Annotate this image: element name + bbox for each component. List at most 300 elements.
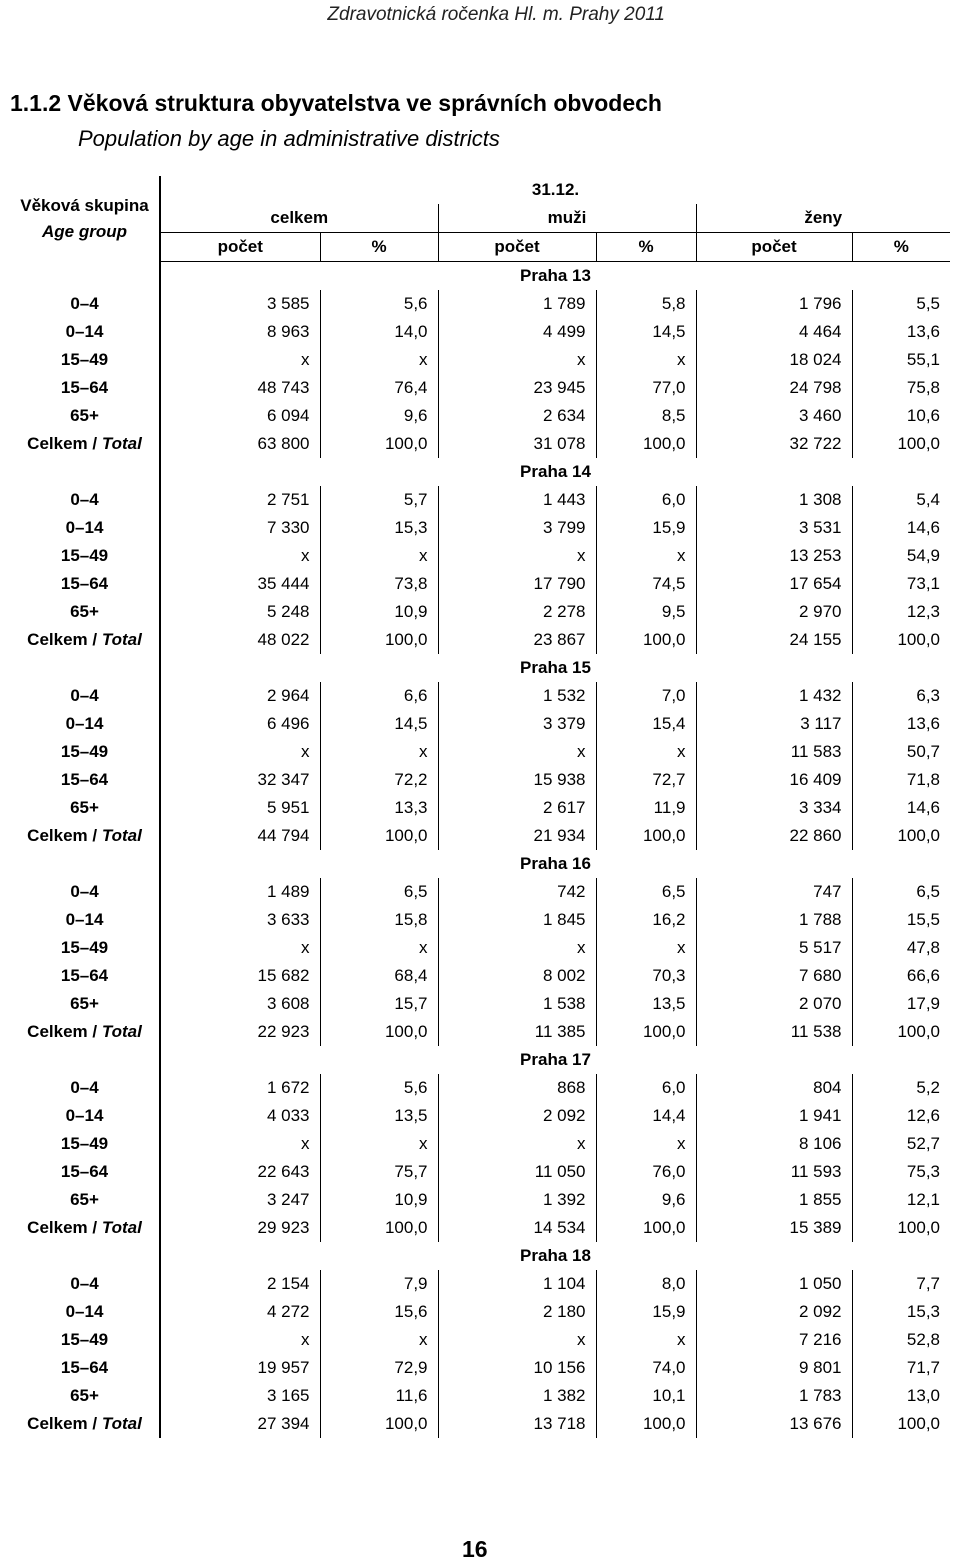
table-row — [10, 1018, 950, 1046]
table-cell: x — [438, 738, 596, 766]
table-cell: x — [301, 1330, 310, 1349]
age-group-cell — [10, 1410, 160, 1438]
table-cell: 742 — [438, 878, 596, 906]
age-group-cell: 65+ — [10, 1186, 160, 1214]
table-cell: 11,9 — [596, 794, 696, 822]
table-cell: 100,0 — [852, 626, 950, 654]
table-cell: 6,6 — [320, 682, 438, 710]
table-row — [10, 290, 950, 318]
table-cell: 3 460 — [696, 402, 852, 430]
table-cell: x — [596, 346, 696, 374]
table-row — [10, 766, 950, 794]
table-cell: 32 722 — [696, 430, 852, 458]
col-women-count: počet — [696, 233, 852, 262]
table-cell: 15 682 — [257, 966, 310, 985]
table-cell: 11 538 — [696, 1018, 852, 1046]
table-cell: 8,0 — [596, 1270, 696, 1298]
table-row — [10, 682, 950, 710]
table-cell: 17 790 — [438, 570, 596, 598]
age-group-cell: 65+ — [10, 598, 160, 626]
total-label-cz: Celkem — [27, 826, 88, 845]
table-cell: 44 794 — [257, 826, 310, 845]
table-cell: 1 392 — [438, 1186, 596, 1214]
table-cell: 14,6 — [852, 794, 950, 822]
region-header-row — [10, 262, 950, 291]
table-cell: 8,5 — [596, 402, 696, 430]
table-cell: x — [320, 1326, 438, 1354]
table-cell: 27 394 — [257, 1414, 310, 1433]
age-group-cell: 15–64 — [10, 570, 160, 598]
table-cell: 23 945 — [438, 374, 596, 402]
table-cell: 15,4 — [596, 710, 696, 738]
table-cell: 75,7 — [320, 1158, 438, 1186]
table-cell: 16 409 — [696, 766, 852, 794]
table-cell: 3 799 — [438, 514, 596, 542]
table-cell: 100,0 — [852, 1410, 950, 1438]
table-cell: 22 923 — [257, 1022, 310, 1041]
table-row — [10, 962, 950, 990]
table-cell: 4 499 — [438, 318, 596, 346]
table-cell: 24 798 — [696, 374, 852, 402]
table-cell: 73,1 — [852, 570, 950, 598]
table-cell: 1 789 — [438, 290, 596, 318]
table-cell: 1 783 — [696, 1382, 852, 1410]
region-name: Praha 16 — [520, 854, 591, 873]
age-group-cell: 15–49 — [10, 1326, 160, 1354]
table-cell: 22 643 — [257, 1162, 310, 1181]
table-cell: x — [438, 934, 596, 962]
table-cell: 72,7 — [596, 766, 696, 794]
table-row — [10, 906, 950, 934]
table-row — [10, 738, 950, 766]
table-row — [10, 374, 950, 402]
col-men-count: počet — [438, 233, 596, 262]
table-cell: 13 676 — [696, 1410, 852, 1438]
table-row — [10, 1158, 950, 1186]
table-cell: 1 796 — [696, 290, 852, 318]
table-cell: 10,9 — [320, 1186, 438, 1214]
age-group-cell: 0–14 — [10, 906, 160, 934]
total-label-separator: / — [87, 1022, 102, 1041]
table-cell: 100,0 — [596, 430, 696, 458]
age-group-header-en: Age group — [42, 221, 127, 241]
table-row — [10, 1270, 950, 1298]
table-cell: 2 154 — [266, 1274, 310, 1293]
table-row — [10, 1074, 950, 1102]
total-label-cz: Celkem — [27, 630, 88, 649]
table-cell: 75,3 — [852, 1158, 950, 1186]
table-cell: 35 444 — [257, 574, 310, 593]
total-label-separator: / — [87, 1414, 102, 1433]
table-row — [10, 346, 950, 374]
table-cell: 13 718 — [438, 1410, 596, 1438]
table-cell: 10,1 — [596, 1382, 696, 1410]
table-cell: 48 743 — [257, 378, 310, 397]
table-cell: 77,0 — [596, 374, 696, 402]
total-label-separator: / — [87, 826, 102, 845]
region-label-spacer — [10, 850, 160, 878]
total-label-separator: / — [87, 1218, 102, 1237]
table-cell: 2 070 — [696, 990, 852, 1018]
table-cell: 3 117 — [696, 710, 852, 738]
table-cell: 10,9 — [320, 598, 438, 626]
age-group-header-cz: Věková skupina — [20, 195, 149, 215]
table-cell: 11 583 — [696, 738, 852, 766]
region-header-row — [10, 1242, 950, 1270]
table-cell: 5,5 — [852, 290, 950, 318]
table-cell: 55,1 — [852, 346, 950, 374]
table-cell: 13,5 — [320, 1102, 438, 1130]
table-cell: 7 680 — [696, 962, 852, 990]
table-cell: 5 248 — [266, 602, 310, 621]
table-body — [10, 262, 950, 1439]
table-cell: x — [301, 350, 310, 369]
table-cell: 3 379 — [438, 710, 596, 738]
table-cell: 63 800 — [257, 434, 310, 453]
table-cell: 15,6 — [320, 1298, 438, 1326]
table-cell: x — [596, 1326, 696, 1354]
table-cell: 100,0 — [852, 1214, 950, 1242]
age-group-cell — [10, 822, 160, 850]
table-cell: 4 033 — [266, 1106, 310, 1125]
table-cell: 100,0 — [596, 1018, 696, 1046]
page-number: 16 — [462, 1536, 488, 1562]
table-row — [10, 542, 950, 570]
region-label-spacer — [10, 654, 160, 682]
table-cell: 1 104 — [438, 1270, 596, 1298]
age-group-cell: 0–14 — [10, 514, 160, 542]
table-cell: 12,6 — [852, 1102, 950, 1130]
table-cell: 54,9 — [852, 542, 950, 570]
table-cell: 11 593 — [696, 1158, 852, 1186]
table-cell: 6,0 — [596, 1074, 696, 1102]
table-cell: 23 867 — [438, 626, 596, 654]
table-cell: 100,0 — [596, 626, 696, 654]
table-cell: 21 934 — [438, 822, 596, 850]
table-cell: 2 970 — [696, 598, 852, 626]
table-cell: 71,7 — [852, 1354, 950, 1382]
table-cell: 1 672 — [266, 1078, 310, 1097]
region-name: Praha 15 — [520, 658, 591, 677]
table-cell: 14,6 — [852, 514, 950, 542]
table-cell: 3 334 — [696, 794, 852, 822]
total-label-separator: / — [87, 630, 102, 649]
table-cell: 72,9 — [320, 1354, 438, 1382]
table-cell: 3 608 — [266, 994, 310, 1013]
table-cell: 7 216 — [696, 1326, 852, 1354]
table-cell: 15 938 — [438, 766, 596, 794]
table-cell: 2 278 — [438, 598, 596, 626]
table-row — [10, 1326, 950, 1354]
table-cell: 15,9 — [596, 514, 696, 542]
table-cell: 100,0 — [320, 430, 438, 458]
table-row — [10, 626, 950, 654]
age-group-cell: 15–64 — [10, 1158, 160, 1186]
table-row — [10, 514, 950, 542]
table-cell: 76,0 — [596, 1158, 696, 1186]
table-row — [10, 598, 950, 626]
table-cell: 14,0 — [320, 318, 438, 346]
table-cell: 12,3 — [852, 598, 950, 626]
table-cell: x — [596, 738, 696, 766]
running-header: Zdravotnická ročenka Hl. m. Prahy 2011 — [327, 4, 665, 25]
table-cell: 747 — [696, 878, 852, 906]
region-name: Praha 13 — [520, 266, 591, 285]
region-label-spacer — [10, 262, 160, 291]
table-cell: 13,0 — [852, 1382, 950, 1410]
table-cell: 1 855 — [696, 1186, 852, 1214]
table-cell: 9,6 — [596, 1186, 696, 1214]
table-cell: x — [596, 1130, 696, 1158]
table-cell: 1 432 — [696, 682, 852, 710]
date-header: 31.12. — [531, 180, 580, 199]
table-cell: 100,0 — [596, 1214, 696, 1242]
table-cell: 4 464 — [696, 318, 852, 346]
age-group-cell: 15–49 — [10, 934, 160, 962]
age-group-cell: 65+ — [10, 402, 160, 430]
table-cell: 29 923 — [257, 1218, 310, 1237]
table-cell: 4 272 — [266, 1302, 310, 1321]
table-cell: 52,8 — [852, 1326, 950, 1354]
age-group-cell: 15–49 — [10, 542, 160, 570]
table-row — [10, 1214, 950, 1242]
age-group-cell: 15–49 — [10, 738, 160, 766]
table-cell: 7,7 — [852, 1270, 950, 1298]
table-cell: 50,7 — [852, 738, 950, 766]
table-cell: 32 347 — [257, 770, 310, 789]
table-cell: 15,3 — [852, 1298, 950, 1326]
table-cell: x — [301, 742, 310, 761]
region-name: Praha 14 — [520, 462, 591, 481]
table-cell: 15,7 — [320, 990, 438, 1018]
col-women-percent: % — [852, 233, 950, 262]
table-cell: 13,3 — [320, 794, 438, 822]
table-cell: 13,6 — [852, 710, 950, 738]
table-cell: 13 253 — [696, 542, 852, 570]
table-cell: 100,0 — [320, 822, 438, 850]
table-cell: 9,6 — [320, 402, 438, 430]
total-group-header: celkem — [270, 208, 329, 227]
table-cell: 72,2 — [320, 766, 438, 794]
table-cell: 9,5 — [596, 598, 696, 626]
age-group-cell: 0–4 — [10, 290, 160, 318]
table-cell: 15,3 — [320, 514, 438, 542]
total-label-en: Total — [101, 630, 142, 649]
table-cell: 8 106 — [696, 1130, 852, 1158]
table-cell: 1 308 — [696, 486, 852, 514]
table-cell: 76,4 — [320, 374, 438, 402]
table-cell: 14,4 — [596, 1102, 696, 1130]
table-cell: 16,2 — [596, 906, 696, 934]
age-group-cell: 0–4 — [10, 878, 160, 906]
table-cell: 100,0 — [852, 822, 950, 850]
table-cell: 66,6 — [852, 962, 950, 990]
table-cell: 2 751 — [266, 490, 310, 509]
table-cell: 100,0 — [596, 1410, 696, 1438]
table-cell: 6 496 — [266, 714, 310, 733]
table-cell: x — [438, 1130, 596, 1158]
table-cell: 100,0 — [596, 822, 696, 850]
table-cell: 14,5 — [596, 318, 696, 346]
table-cell: 1 489 — [266, 882, 310, 901]
table-row — [10, 1186, 950, 1214]
table-cell: 6,5 — [320, 878, 438, 906]
table-row — [10, 1382, 950, 1410]
table-cell: 2 634 — [438, 402, 596, 430]
age-group-cell: 15–64 — [10, 766, 160, 794]
table-cell: 7 330 — [266, 518, 310, 537]
table-row — [10, 794, 950, 822]
table-cell: 52,7 — [852, 1130, 950, 1158]
table-row — [10, 1298, 950, 1326]
age-group-cell: 15–64 — [10, 1354, 160, 1382]
table-cell: 74,0 — [596, 1354, 696, 1382]
table-cell: 11 385 — [438, 1018, 596, 1046]
table-row — [10, 570, 950, 598]
age-group-cell: 0–4 — [10, 486, 160, 514]
total-label-en: Total — [101, 1022, 142, 1041]
age-group-cell: 0–4 — [10, 1270, 160, 1298]
table-row — [10, 318, 950, 346]
age-group-cell: 0–14 — [10, 710, 160, 738]
table-cell: 2 964 — [266, 686, 310, 705]
women-group-header: ženy — [696, 204, 950, 233]
age-group-cell: 65+ — [10, 794, 160, 822]
table-cell: 868 — [438, 1074, 596, 1102]
table-cell: 12,1 — [852, 1186, 950, 1214]
table-cell: 15,5 — [852, 906, 950, 934]
table-cell: 100,0 — [320, 1214, 438, 1242]
total-label-cz: Celkem — [27, 434, 88, 453]
age-group-cell: 15–64 — [10, 962, 160, 990]
region-label-spacer — [10, 1242, 160, 1270]
table-row — [10, 878, 950, 906]
table-cell: 24 155 — [696, 626, 852, 654]
table-cell: 100,0 — [852, 430, 950, 458]
total-label-separator: / — [87, 434, 102, 453]
table-cell: 1 532 — [438, 682, 596, 710]
total-label-cz: Celkem — [27, 1022, 88, 1041]
table-cell: 3 165 — [266, 1386, 310, 1405]
table-cell: 7,9 — [320, 1270, 438, 1298]
table-cell: 3 633 — [266, 910, 310, 929]
table-cell: 6,3 — [852, 682, 950, 710]
table-cell: 71,8 — [852, 766, 950, 794]
table-cell: x — [301, 938, 310, 957]
age-group-cell — [10, 626, 160, 654]
table-cell: 5 517 — [696, 934, 852, 962]
table-cell: x — [438, 542, 596, 570]
table-cell: 8 963 — [266, 322, 310, 341]
table-row — [10, 822, 950, 850]
table-cell: 3 247 — [266, 1190, 310, 1209]
table-row — [10, 990, 950, 1018]
table-cell: 9 801 — [696, 1354, 852, 1382]
table-cell: 15,9 — [596, 1298, 696, 1326]
table-cell: 2 092 — [438, 1102, 596, 1130]
table-cell: 1 845 — [438, 906, 596, 934]
age-group-cell: 15–49 — [10, 346, 160, 374]
age-group-cell: 65+ — [10, 990, 160, 1018]
table-cell: 6,5 — [852, 878, 950, 906]
table-cell: 1 941 — [696, 1102, 852, 1130]
total-label-cz: Celkem — [27, 1218, 88, 1237]
region-header-row — [10, 458, 950, 486]
table-cell: 100,0 — [320, 1410, 438, 1438]
age-group-cell: 15–49 — [10, 1130, 160, 1158]
region-header-row — [10, 850, 950, 878]
table-cell: 17,9 — [852, 990, 950, 1018]
table-cell: x — [596, 934, 696, 962]
age-group-cell: 0–4 — [10, 682, 160, 710]
table-cell: x — [438, 1326, 596, 1354]
col-total-percent: % — [320, 233, 438, 262]
table-cell: 7,0 — [596, 682, 696, 710]
table-cell: 6 094 — [266, 406, 310, 425]
table-cell: 1 538 — [438, 990, 596, 1018]
table-row — [10, 1102, 950, 1130]
region-name: Praha 17 — [520, 1050, 591, 1069]
age-group-cell: 15–64 — [10, 374, 160, 402]
age-group-cell — [10, 1214, 160, 1242]
table-cell: 68,4 — [320, 962, 438, 990]
table-cell: 73,8 — [320, 570, 438, 598]
region-name: Praha 18 — [520, 1246, 591, 1265]
age-group-header — [10, 176, 160, 262]
table-row — [10, 1354, 950, 1382]
table-cell: 5,6 — [320, 1074, 438, 1102]
table-row — [10, 1410, 950, 1438]
table-subtitle: Population by age in administrative districts — [78, 126, 500, 151]
region-header-row — [10, 654, 950, 682]
table-cell: x — [301, 1134, 310, 1153]
table-cell: 5 951 — [266, 798, 310, 817]
table-cell: 14 534 — [438, 1214, 596, 1242]
table-cell: x — [320, 738, 438, 766]
table-cell: 13,6 — [852, 318, 950, 346]
table-cell: 11 050 — [438, 1158, 596, 1186]
age-group-cell: 0–14 — [10, 1102, 160, 1130]
table-cell: x — [320, 346, 438, 374]
age-group-cell — [10, 1018, 160, 1046]
table-cell: 3 585 — [266, 294, 310, 313]
table-cell: 5,2 — [852, 1074, 950, 1102]
table-cell: 70,3 — [596, 962, 696, 990]
table-cell: 74,5 — [596, 570, 696, 598]
total-label-en: Total — [101, 826, 142, 845]
table-cell: 14,5 — [320, 710, 438, 738]
table-cell: 2 180 — [438, 1298, 596, 1326]
age-group-cell: 0–4 — [10, 1074, 160, 1102]
table-cell: x — [320, 1130, 438, 1158]
table-cell: 8 002 — [438, 962, 596, 990]
age-group-cell: 0–14 — [10, 1298, 160, 1326]
table-cell: 3 531 — [696, 514, 852, 542]
total-label-cz: Celkem — [27, 1414, 88, 1433]
total-label-en: Total — [101, 434, 142, 453]
col-total-count: počet — [160, 233, 320, 262]
table-cell: 5,7 — [320, 486, 438, 514]
table-cell: 100,0 — [320, 626, 438, 654]
table-cell: 10,6 — [852, 402, 950, 430]
table-cell: 6,5 — [596, 878, 696, 906]
table-cell: 2 617 — [438, 794, 596, 822]
table-cell: 6,0 — [596, 486, 696, 514]
table-row — [10, 402, 950, 430]
table-row — [10, 486, 950, 514]
region-label-spacer — [10, 458, 160, 486]
total-label-en: Total — [101, 1414, 142, 1433]
